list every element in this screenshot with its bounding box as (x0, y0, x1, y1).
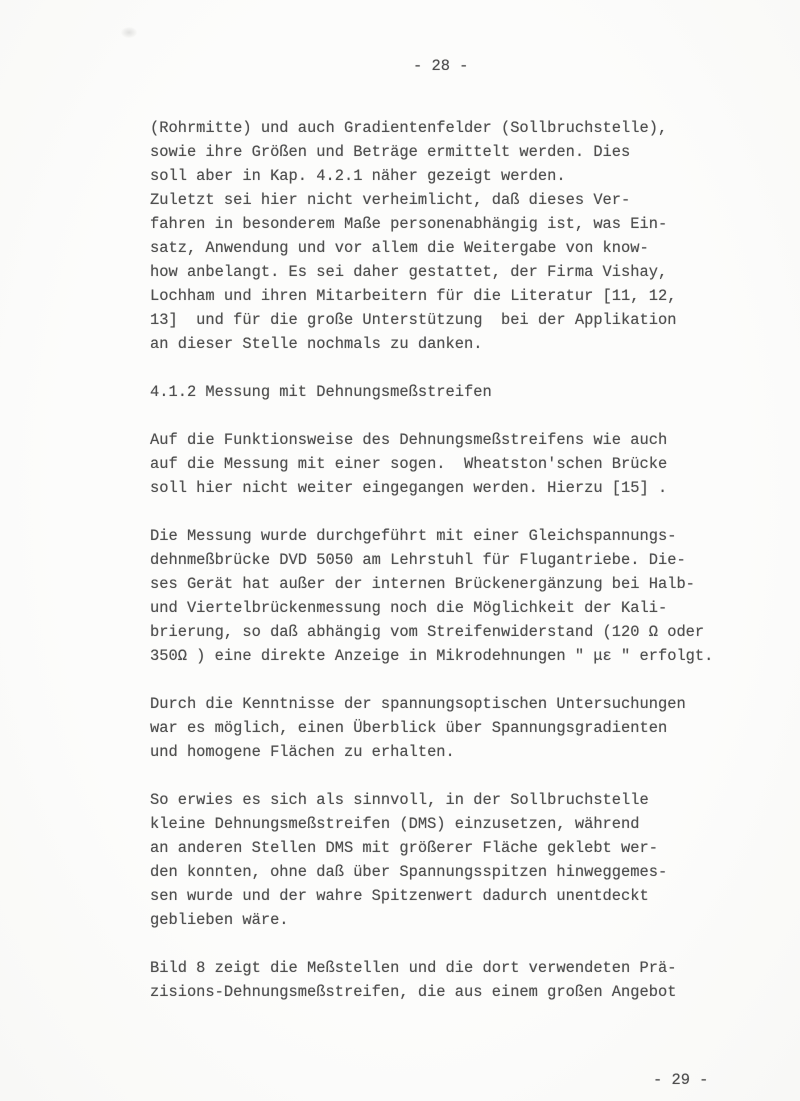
text-line: Lochham und ihren Mitarbeitern für die Literatur [11, 12, (150, 287, 677, 305)
page-number-top: - 28 - (413, 57, 469, 75)
text-line: und Viertelbrückenmessung noch die Möglichkeit der Kali- (150, 599, 668, 617)
page-number-bottom: - 29 - (653, 1071, 709, 1089)
text-line: Auf die Funktionsweise des Dehnungsmeßstreifens wie auch (150, 431, 668, 449)
text-line: zisions-Dehnungsmeßstreifen, die aus einem großen Angebot (150, 983, 677, 1001)
text-line: dehnmeßbrücke DVD 5050 am Lehrstuhl für Flugantriebe. Die- (150, 551, 686, 569)
text-line: (Rohrmitte) und auch Gradientenfelder (Sollbruchstelle), (150, 119, 668, 137)
scan-smudge (121, 27, 137, 38)
text-line: sowie ihre Größen und Beträge ermittelt werden. Dies (150, 143, 631, 161)
text-line: kleine Dehnungsmeßstreifen (DMS) einzusetzen, während (150, 815, 640, 833)
text-line: satz, Anwendung und vor allem die Weitergabe von know- (150, 239, 649, 257)
text-line: 350Ω ) eine direkte Anzeige in Mikrodehnungen " με " erfolgt. (150, 647, 714, 665)
section-heading-line: 4.1.2 Messung mit Dehnungsmeßstreifen (150, 383, 492, 401)
text-line: 13] und für die große Unterstützung bei der Applikation (150, 311, 677, 329)
text-line: how anbelangt. Es sei daher gestattet, der Firma Vishay, (150, 263, 668, 281)
paragraph (150, 524, 750, 668)
section-heading (150, 380, 750, 404)
text-line: ses Gerät hat außer der internen Brückenergänzung bei Halb- (150, 575, 695, 593)
text-line: und homogene Flächen zu erhalten. (150, 743, 455, 761)
paragraph (150, 692, 750, 764)
text-line: soll aber in Kap. 4.2.1 näher gezeigt werden. (150, 167, 566, 185)
paragraph (150, 788, 750, 932)
text-line: Die Messung wurde durchgeführt mit einer Gleichspannungs- (150, 527, 677, 545)
paragraph (150, 116, 750, 356)
text-line: soll hier nicht weiter eingegangen werden. Hierzu [15] . (150, 479, 668, 497)
paragraph (150, 428, 750, 500)
text-line: Bild 8 zeigt die Meßstellen und die dort verwendeten Prä- (150, 959, 677, 977)
text-line: auf die Messung mit einer sogen. Wheatston'schen Brücke (150, 455, 668, 473)
text-line: den konnten, ohne daß über Spannungsspitzen hinweggemes- (150, 863, 668, 881)
text-line: So erwies es sich als sinnvoll, in der Sollbruchstelle (150, 791, 649, 809)
text-line: war es möglich, einen Überblick über Spannungsgradienten (150, 719, 668, 737)
text-line: fahren in besonderem Maße personenabhängig ist, was Ein- (150, 215, 668, 233)
text-line: an anderen Stellen DMS mit größerer Fläche geklebt wer- (150, 839, 658, 857)
text-line: Durch die Kenntnisse der spannungsoptischen Untersuchungen (150, 695, 686, 713)
text-line: Zuletzt sei hier nicht verheimlicht, daß dieses Ver- (150, 191, 631, 209)
document-text-block (150, 116, 750, 1028)
text-line: an dieser Stelle nochmals zu danken. (150, 335, 483, 353)
text-line: sen wurde und der wahre Spitzenwert dadurch unentdeckt (150, 887, 649, 905)
text-line: brierung, so daß abhängig vom Streifenwiderstand (120 Ω oder (150, 623, 705, 641)
text-line: geblieben wäre. (150, 911, 289, 929)
paragraph (150, 956, 750, 1004)
